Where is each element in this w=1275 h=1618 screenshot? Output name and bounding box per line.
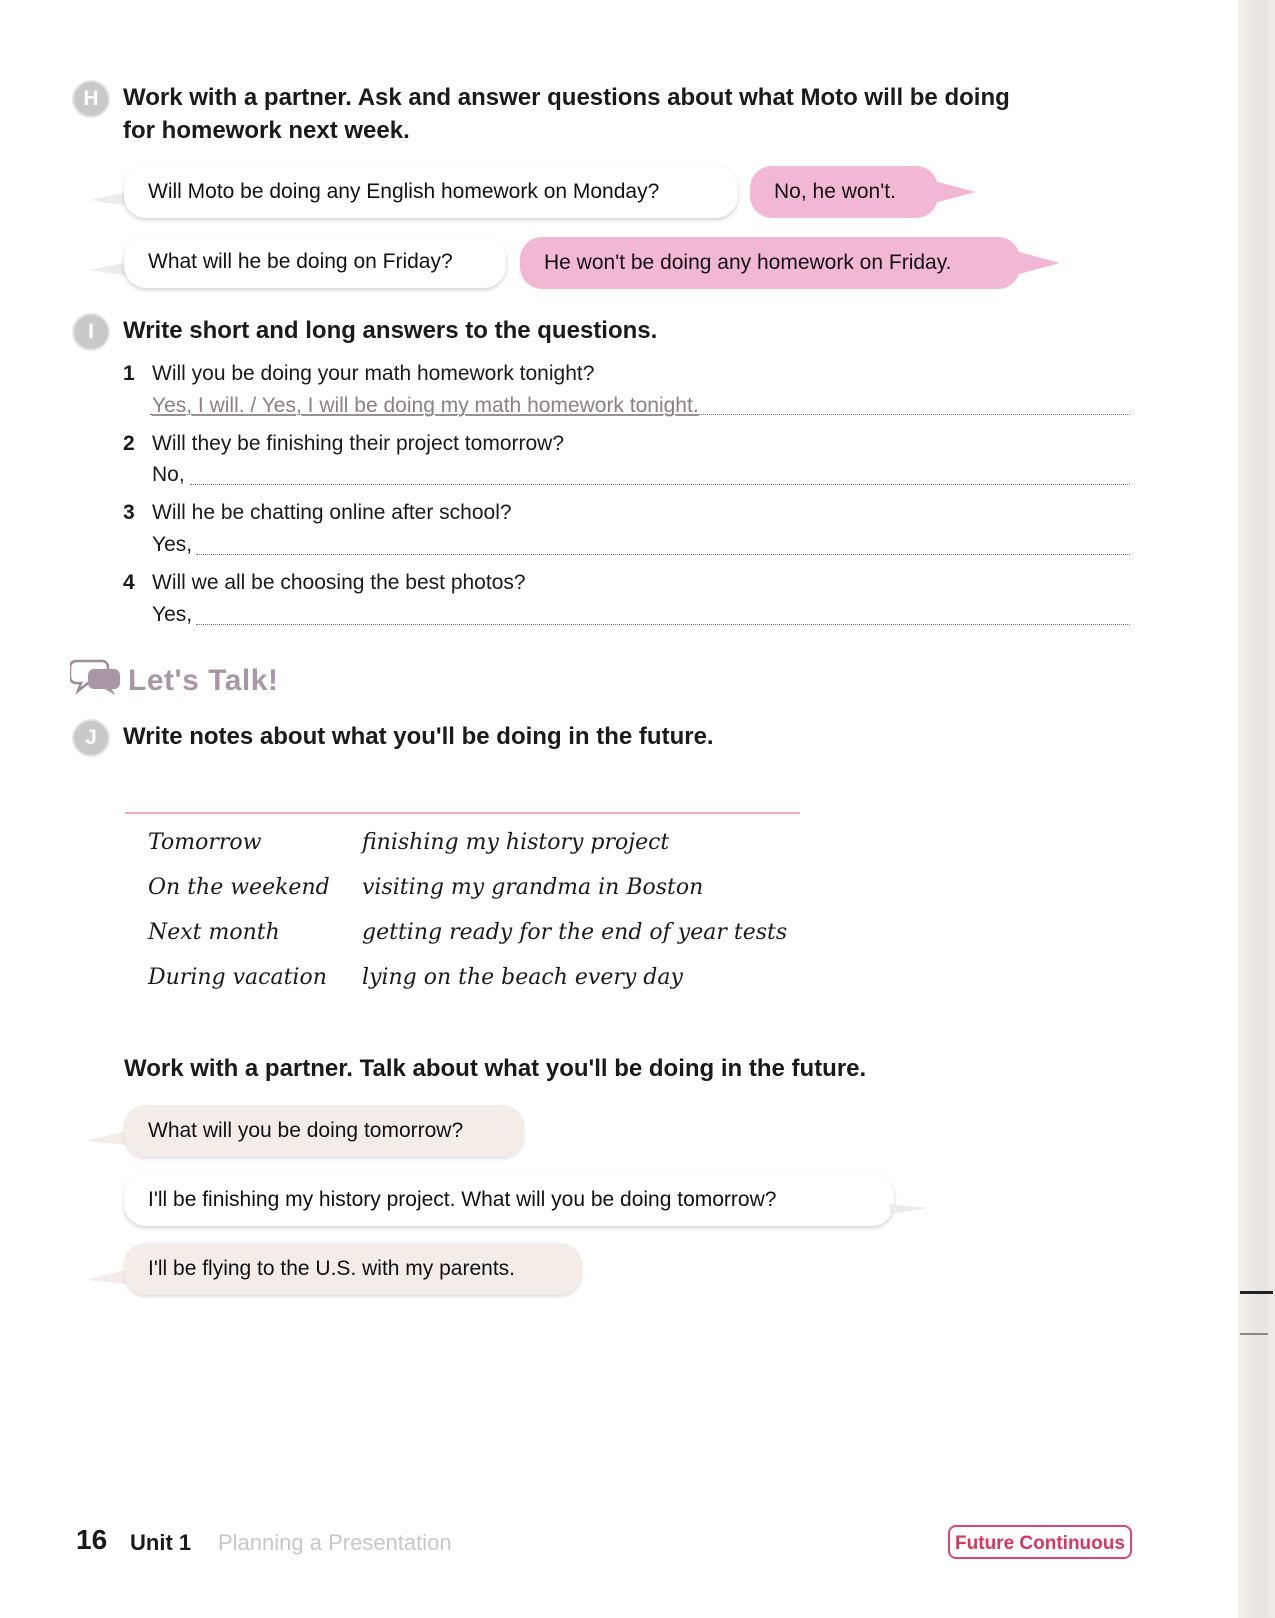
bubble-tail bbox=[90, 262, 128, 276]
section-i-instruction: Write short and long answers to the questions. bbox=[123, 317, 658, 344]
lets-talk-title: Let's Talk! bbox=[128, 664, 279, 697]
bubble-tail bbox=[86, 1270, 126, 1284]
unit-label: Unit 1 bbox=[130, 1530, 192, 1555]
question-number: 2 bbox=[123, 432, 135, 455]
speech-bubbles-icon bbox=[70, 655, 124, 695]
grammar-tag: Future Continuous bbox=[948, 1525, 1132, 1559]
section-j-badge: J bbox=[72, 719, 110, 757]
answer-bubble: No, he won't. bbox=[750, 166, 938, 218]
question-number: 4 bbox=[123, 571, 135, 594]
page-number: 16 bbox=[76, 1524, 108, 1555]
question-number: 1 bbox=[123, 362, 135, 385]
section-h-instruction: Work with a partner. Ask and answer questions about what Moto will be doing for homework next week. bbox=[123, 84, 1010, 144]
question-number: 3 bbox=[123, 501, 135, 524]
notes-what: getting ready for the end of year tests bbox=[362, 920, 788, 945]
answer-field[interactable] bbox=[190, 484, 1130, 485]
answer-prefix: Yes, bbox=[152, 603, 193, 626]
question-bubble: What will he be doing on Friday? bbox=[124, 236, 506, 288]
answer-field[interactable] bbox=[196, 624, 1130, 625]
notes-when: Tomorrow bbox=[148, 830, 262, 855]
model-answer: Yes, I will. / Yes, I will be doing my math homework tonight. bbox=[152, 394, 699, 417]
answer-prefix: No, bbox=[152, 463, 185, 486]
question-text: Will they be finishing their project tomorrow? bbox=[152, 432, 565, 455]
answer-field[interactable] bbox=[196, 554, 1130, 555]
dialogue-bubble: What will you be doing tomorrow? bbox=[124, 1105, 524, 1157]
question-bubble: Will Moto be doing any English homework on Monday? bbox=[124, 166, 738, 218]
bubble-tail bbox=[930, 180, 976, 204]
notes-when: During vacation bbox=[148, 965, 327, 990]
talk-instruction: Work with a partner. Talk about what you'll be doing in the future. bbox=[124, 1055, 867, 1082]
bubble-tail bbox=[86, 1131, 126, 1145]
answer-prefix: Yes, bbox=[152, 533, 193, 556]
notes-what: visiting my grandma in Boston bbox=[362, 875, 704, 900]
section-i-badge: I bbox=[72, 313, 110, 351]
unit-title: Planning a Presentation bbox=[218, 1530, 452, 1555]
question-text: Will you be doing your math homework tonight? bbox=[152, 362, 595, 385]
page-edge-shadow bbox=[1238, 0, 1275, 1618]
edge-mark bbox=[1240, 1291, 1273, 1294]
notes-when: On the weekend bbox=[148, 875, 330, 900]
bubble-tail bbox=[890, 1204, 928, 1214]
notes-what: lying on the beach every day bbox=[362, 965, 683, 990]
bubble-tail bbox=[1012, 250, 1060, 276]
answer-bubble: He won't be doing any homework on Friday. bbox=[520, 237, 1020, 289]
section-h-badge: H bbox=[72, 80, 110, 118]
dialogue-bubble: I'll be flying to the U.S. with my parents. bbox=[124, 1243, 582, 1295]
bubble-tail bbox=[90, 192, 128, 206]
notes-when: Next month bbox=[148, 920, 280, 945]
section-j-instruction: Write notes about what you'll be doing in the future. bbox=[123, 723, 714, 750]
question-text: Will he be chatting online after school? bbox=[152, 501, 512, 524]
edge-mark bbox=[1240, 1333, 1268, 1335]
dialogue-bubble: I'll be finishing my history project. What will you be doing tomorrow? bbox=[124, 1174, 894, 1226]
notes-what: finishing my history project bbox=[362, 830, 670, 855]
question-text: Will we all be choosing the best photos? bbox=[152, 571, 526, 594]
notes-rule bbox=[125, 812, 800, 814]
